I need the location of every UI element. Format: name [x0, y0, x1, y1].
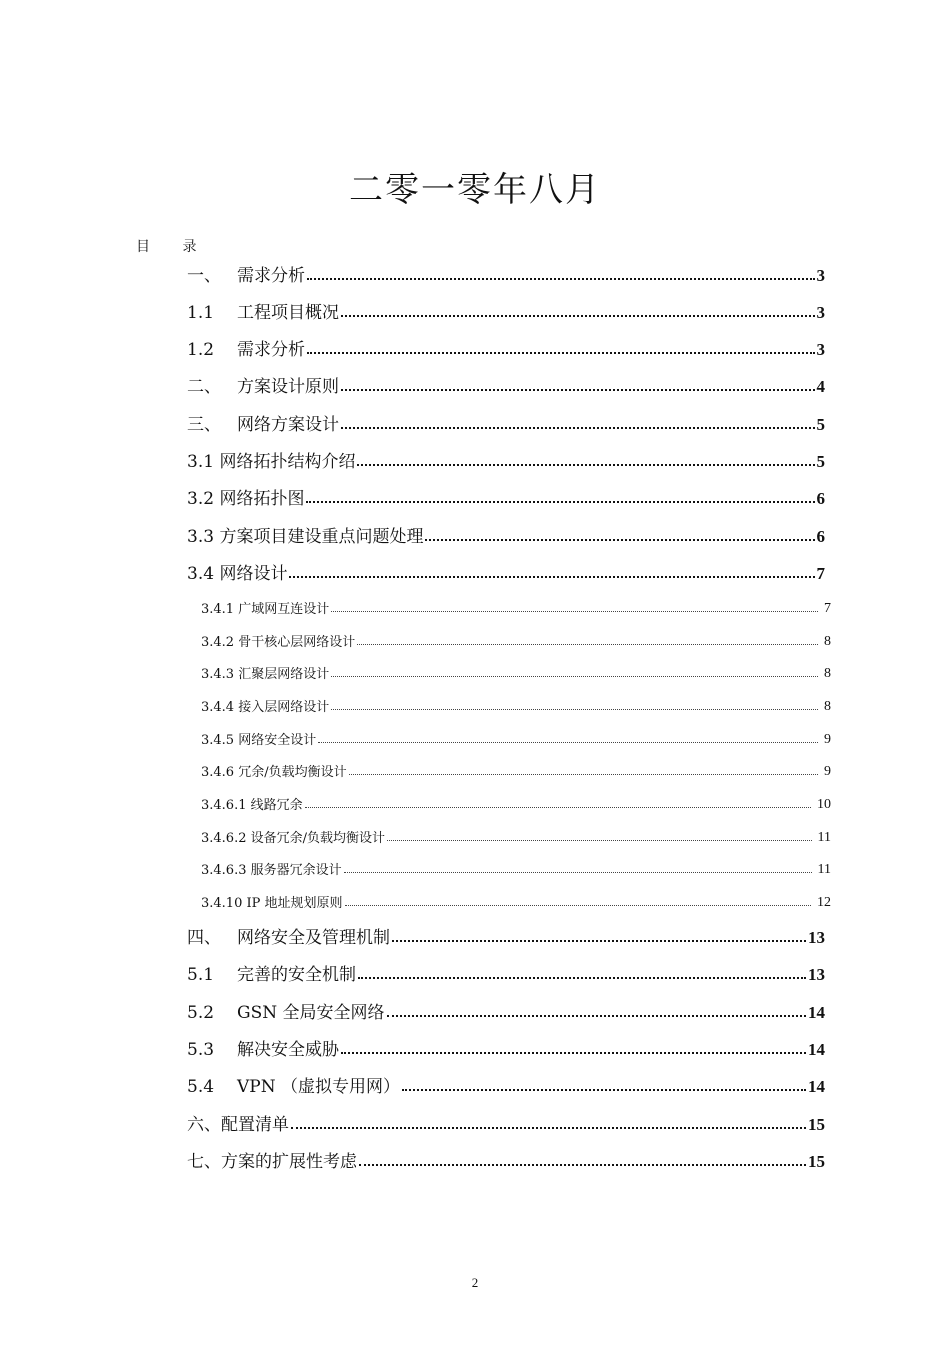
toc-entry[interactable] [187, 922, 825, 948]
toc-entry-label: 七、方案的扩展性考虑 [187, 1152, 357, 1172]
toc-entry[interactable] [201, 728, 831, 748]
toc-leader-dots [341, 388, 815, 391]
toc-entry-page: 8 [824, 666, 831, 681]
toc-entry-label: 需求分析 [237, 266, 305, 286]
toc-leader-dots [331, 708, 818, 710]
toc-entry[interactable] [187, 483, 825, 509]
toc-leader-dots [357, 643, 818, 645]
toc-leader-dots [291, 1126, 806, 1129]
toc-entry-page: 5 [816, 415, 825, 434]
toc-leader-dots [387, 1014, 806, 1017]
toc-entry[interactable] [201, 891, 831, 911]
toc-leader-dots [425, 538, 814, 541]
toc-leader-dots [392, 939, 806, 942]
toc-leader-dots [341, 426, 815, 429]
toc-entry-label: 3.4 网络设计 [187, 564, 288, 584]
toc-entry-page: 6 [816, 489, 825, 508]
page-number: 2 [471, 1275, 479, 1290]
toc-entry-page: 14 [808, 1003, 825, 1022]
toc-entry-page: 11 [817, 830, 831, 845]
toc-leader-dots [357, 463, 814, 466]
toc-entry-number: 1.1 [187, 303, 215, 323]
toc-entry[interactable] [187, 959, 825, 985]
toc-entry[interactable] [187, 1071, 825, 1097]
toc-entry-label: 网络方案设计 [237, 415, 339, 435]
toc-entry[interactable] [187, 334, 825, 360]
toc-entry[interactable] [187, 409, 825, 435]
toc-entry-label: 3.3 方案项目建设重点问题处理 [187, 527, 424, 547]
toc-entry-page: 5 [816, 452, 825, 471]
toc-entry-number: 5.4 [187, 1077, 215, 1097]
toc-entry-page: 4 [816, 377, 825, 396]
toc-entry-label: 3.4.6.1 线路冗余 [201, 798, 303, 813]
toc-entry[interactable] [201, 826, 831, 846]
toc-entry-number: 5.2 [187, 1003, 215, 1023]
toc-entry-label: 网络安全及管理机制 [237, 928, 390, 948]
toc-entry-page: 3 [816, 340, 825, 359]
toc-entry-page: 14 [808, 1077, 825, 1096]
toc-entry-label: 六、配置清单 [187, 1115, 289, 1135]
toc-entry-label: 3.4.10 IP 地址规划原则 [201, 896, 343, 911]
toc-entry[interactable] [201, 662, 831, 682]
toc-entry-label: 3.4.5 网络安全设计 [201, 733, 317, 748]
toc-leader-dots [331, 675, 818, 677]
toc-entry-number: 二、 [187, 377, 221, 397]
toc-leader-dots [345, 904, 812, 906]
toc-entry-page: 13 [808, 965, 825, 984]
toc-leader-dots [305, 806, 811, 808]
toc-entry-label: 工程项目概况 [237, 303, 339, 323]
toc-entry-page: 14 [808, 1040, 825, 1059]
toc-entry[interactable] [187, 297, 825, 323]
toc-entry-label: 3.4.6.2 设备冗余/负载均衡设计 [201, 831, 385, 846]
toc-leader-dots [289, 575, 814, 578]
toc-entry[interactable] [201, 760, 831, 780]
toc-leader-dots [359, 1163, 806, 1166]
toc-leader-dots [402, 1088, 806, 1091]
toc-entry-label: 3.2 网络拓扑图 [187, 489, 305, 509]
toc-leader-dots [387, 839, 812, 841]
toc-entry[interactable] [201, 695, 831, 715]
toc-entry-page: 12 [817, 895, 831, 910]
toc-entry-page: 11 [817, 862, 831, 877]
toc-leader-dots [306, 500, 814, 503]
toc-entry-page: 7 [816, 564, 825, 583]
toc-entry-page: 13 [808, 928, 825, 947]
toc-entry-page: 9 [824, 732, 831, 747]
toc-entry-page: 8 [824, 634, 831, 649]
toc-entry[interactable] [187, 558, 825, 584]
toc-entry-page: 7 [824, 601, 831, 616]
toc-entry-label: 3.1 网络拓扑结构介绍 [187, 452, 356, 472]
toc-entry[interactable] [201, 597, 831, 617]
toc-entry[interactable] [187, 521, 825, 547]
toc-entry[interactable] [187, 260, 825, 286]
toc-entry-label: 需求分析 [237, 340, 305, 360]
toc-entry-label: GSN 全局安全网络 [237, 1003, 385, 1023]
toc-entry-page: 8 [824, 699, 831, 714]
toc-entry-page: 3 [816, 303, 825, 322]
toc-entry-number: 一、 [187, 266, 221, 286]
toc-entry[interactable] [187, 446, 825, 472]
toc-leader-dots [331, 610, 818, 612]
toc-leader-dots [341, 1051, 806, 1054]
toc-leader-dots [307, 351, 815, 354]
toc-leader-dots [344, 871, 812, 873]
toc-entry-label: 3.4.6 冗余/负载均衡设计 [201, 765, 347, 780]
toc-entry-label: 3.4.4 接入层网络设计 [201, 700, 330, 715]
toc-entry-page: 15 [808, 1115, 825, 1134]
toc-leader-dots [307, 277, 815, 280]
toc-entry[interactable] [187, 1034, 825, 1060]
toc-entry-number: 四、 [187, 928, 221, 948]
page-title: 二零一零年八月 [349, 170, 601, 210]
toc-entry-number: 5.3 [187, 1040, 215, 1060]
toc-entry[interactable] [201, 858, 831, 878]
toc-entry-label: 方案设计原则 [237, 377, 339, 397]
toc-leader-dots [349, 773, 818, 775]
toc-entry-label: 3.4.6.3 服务器冗余设计 [201, 863, 342, 878]
toc-entry-page: 3 [816, 266, 825, 285]
toc-entry-page: 6 [816, 527, 825, 546]
toc-heading: 目 录 [136, 239, 211, 255]
toc-entry-label: VPN （虚拟专用网） [237, 1077, 400, 1097]
toc-entry-page: 15 [808, 1152, 825, 1171]
toc-entry-label: 3.4.3 汇聚层网络设计 [201, 667, 330, 682]
toc-entry-number: 5.1 [187, 965, 215, 985]
toc-entry[interactable] [187, 371, 825, 397]
toc-entry[interactable] [187, 997, 825, 1023]
toc-entry-number: 三、 [187, 415, 221, 435]
toc-leader-dots [358, 976, 806, 979]
toc-entry-page: 10 [817, 797, 831, 812]
toc-entry-page: 9 [824, 764, 831, 779]
toc-leader-dots [341, 314, 815, 317]
toc-entry-label: 完善的安全机制 [237, 965, 356, 985]
toc-entry-label: 3.4.1 广域网互连设计 [201, 602, 330, 617]
toc-entry[interactable] [201, 630, 831, 650]
toc-entry[interactable] [187, 1146, 825, 1172]
toc-entry[interactable] [201, 793, 831, 813]
toc-entry-label: 解决安全威胁 [237, 1040, 339, 1060]
toc-entry[interactable] [187, 1109, 825, 1135]
toc-leader-dots [318, 741, 818, 743]
toc-entry-label: 3.4.2 骨干核心层网络设计 [201, 635, 356, 650]
toc-entry-number: 1.2 [187, 340, 215, 360]
